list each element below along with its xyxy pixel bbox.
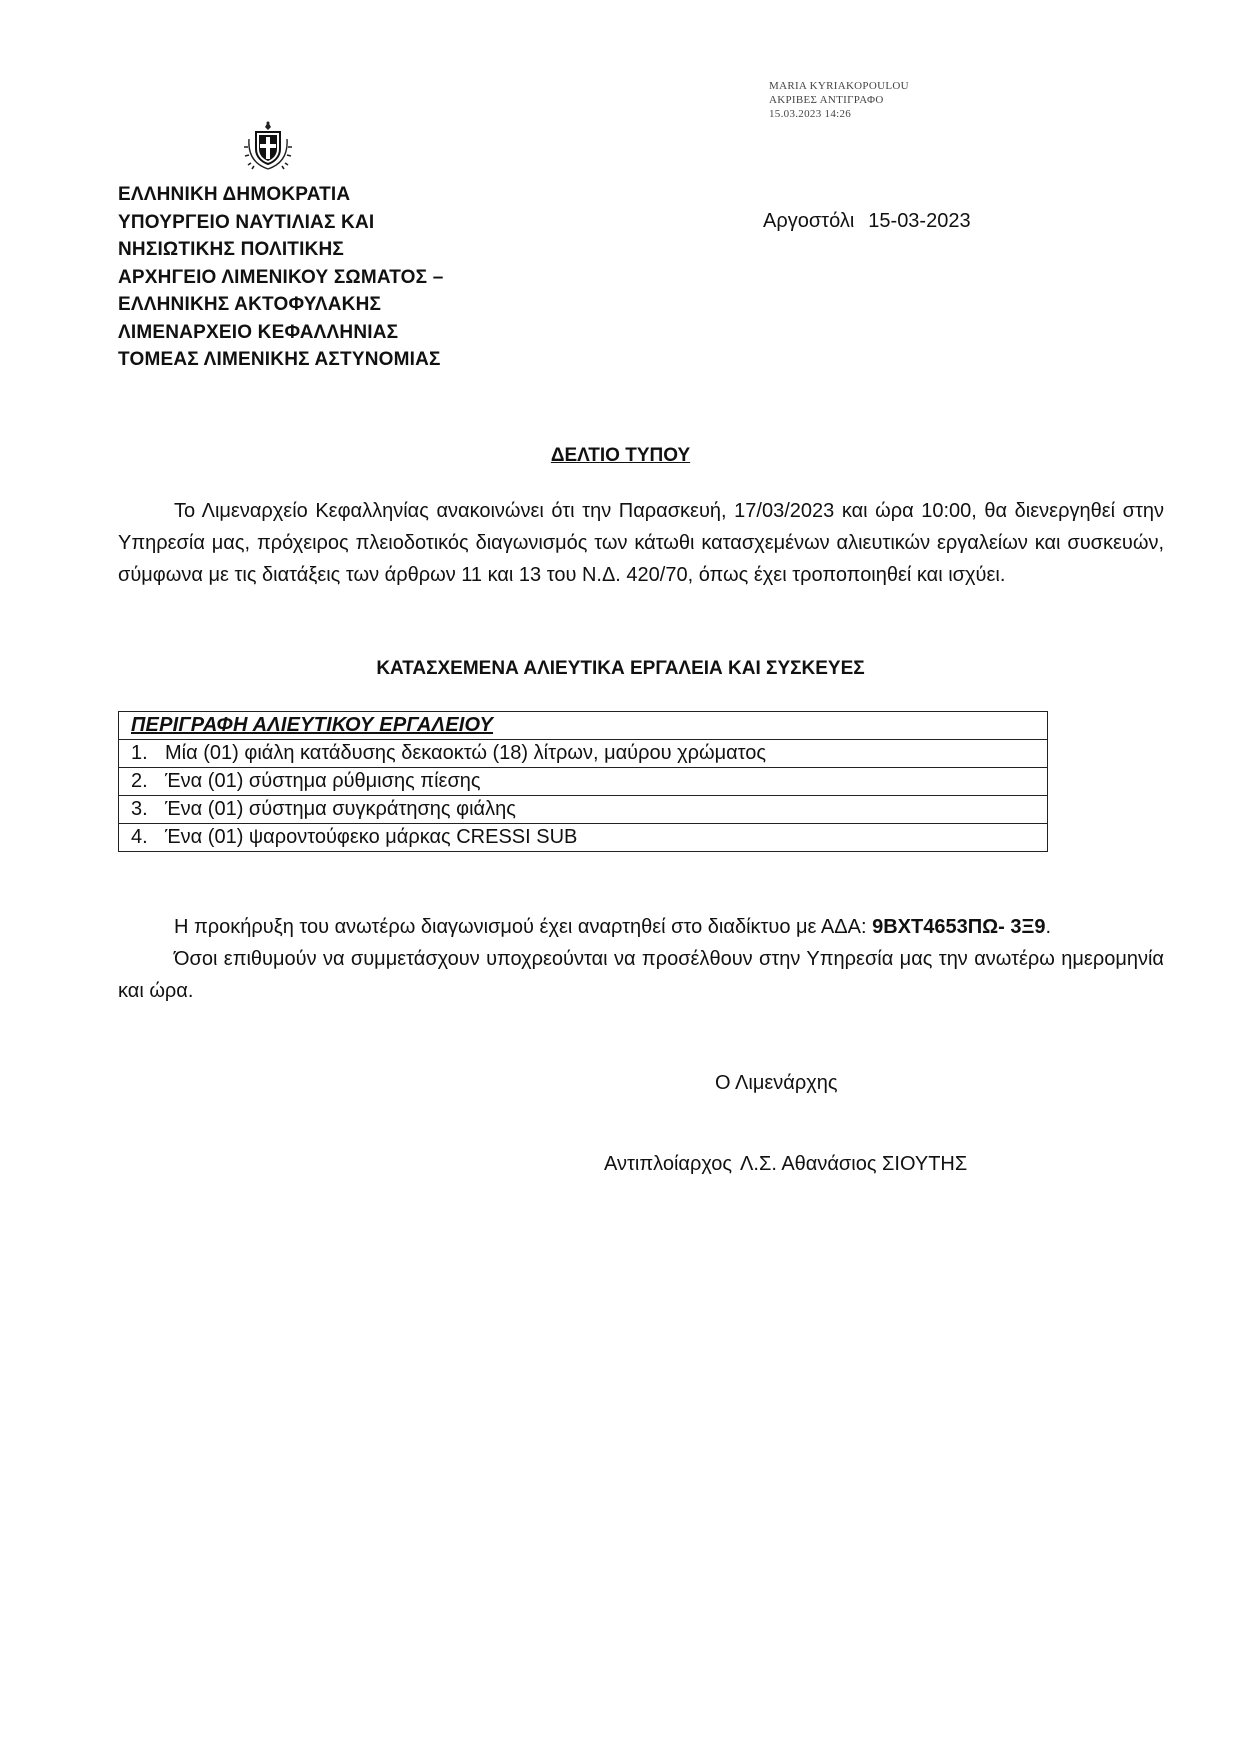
issuing-authority (118, 181, 444, 374)
greek-coat-of-arms-icon (241, 119, 295, 173)
org-line: ΥΠΟΥΡΓΕΙΟ ΝΑΥΤΙΛΙΑΣ ΚΑΙ (118, 211, 375, 233)
stamp-signer: MARIA KYRIAKOPOULOU (769, 80, 909, 92)
table-cell (119, 824, 1048, 852)
table-row (119, 796, 1048, 824)
table-cell (119, 740, 1048, 768)
org-line: ΝΗΣΙΩΤΙΚΗΣ ΠΟΛΙΤΙΚΗΣ (118, 239, 345, 260)
item-description: Ένα (01) σύστημα συγκράτησης φιάλης (165, 798, 516, 820)
seized-items-table (118, 711, 1048, 852)
place-and-date (763, 208, 971, 234)
announcement-paragraph (118, 911, 1164, 943)
digital-signature-stamp (769, 79, 909, 121)
signatory-name: Λ.Σ. Αθανάσιος ΣΙΟΥΤΗΣ (740, 1153, 968, 1175)
org-line: ΑΡΧΗΓΕΙΟ ΛΙΜΕΝΙΚΟΥ ΣΩΜΑΤΟΣ – (118, 266, 444, 288)
org-line: ΤΟΜΕΑΣ ΛΙΜΕΝΙΚΗΣ ΑΣΤΥΝΟΜΙΑΣ (118, 349, 441, 370)
item-description: Μία (01) φιάλη κατάδυσης δεκαοκτώ (18) λίτρων, μαύρου χρώματος (165, 742, 767, 764)
document-title: ΔΕΛΤΙΟ ΤΥΠΟΥ (550, 445, 691, 466)
intro-text: Το Λιμεναρχείο Κεφαλληνίας ανακοινώνει ότι την Παρασκευή, 17/03/2023 και ώρα 10:00, θα διενεργηθεί στην Υπηρεσία μας, πρόχειρος πλειοδοτικός διαγωνισμός των κάτωθι κατασχεμένων αλιευτικών εργαλείων και συσκευών, σύμφωνα με τις διατάξεις των άρθρων 11 και 13 του Ν.Δ. 420/70, όπως έχει τροποποιηθεί και ισχύει. (118, 500, 1164, 586)
participation-text: Όσοι επιθυμούν να συμμετάσχουν υποχρεούνται να προσέλθουν στην Υπηρεσία μας την ανωτέρω ημερομηνία και ώρα. (118, 948, 1164, 1002)
intro-paragraph (118, 495, 1164, 591)
date: 15-03-2023 (868, 210, 971, 232)
ada-code: 9ΒΧΤ4653ΠΩ- 3Ξ9 (872, 916, 1046, 938)
org-line: ΛΙΜΕΝΑΡΧΕΙΟ ΚΕΦΑΛΛΗΝΙΑΣ (118, 321, 399, 343)
stamp-timestamp: 15.03.2023 14:26 (769, 108, 852, 120)
table-row (119, 740, 1048, 768)
table-header-row (119, 712, 1048, 740)
signatory-name-line (604, 1151, 967, 1177)
item-number: 1. (131, 742, 148, 764)
item-number: 3. (131, 798, 148, 820)
item-number: 2. (131, 770, 148, 792)
items-section-title: ΚΑΤΑΣΧΕΜΕΝΑ ΑΛΙΕΥΤΙΚΑ ΕΡΓΑΛΕΙΑ ΚΑΙ ΣΥΣΚΕΥΕΣ (376, 658, 865, 679)
announcement-text: Η προκήρυξη του ανωτέρω διαγωνισμού έχει αναρτηθεί στο διαδίκτυο με ΑΔΑ: (174, 916, 873, 938)
item-description: Ένα (01) ψαροντούφεκο μάρκας CRESSI SUB (165, 826, 578, 848)
table-cell (119, 768, 1048, 796)
signatory-title: Ο Λιμενάρχης (715, 1072, 838, 1094)
table-row (119, 768, 1048, 796)
org-line: ΕΛΛΗΝΙΚΗΣ ΑΚΤΟΦΥΛΑΚΗΣ (118, 294, 382, 315)
participation-paragraph (118, 943, 1164, 1007)
table-row (119, 824, 1048, 852)
announcement-end: . (1045, 916, 1052, 938)
item-description: Ένα (01) σύστημα ρύθμισης πίεσης (165, 770, 481, 792)
stamp-certification: ΑΚΡΙΒΕΣ ΑΝΤΙΓΡΑΦΟ (769, 94, 884, 106)
table-header-cell: ΠΕΡΙΓΡΑΦΗ ΑΛΙΕΥΤΙΚΟΥ ΕΡΓΑΛΕΙΟΥ (119, 712, 1048, 740)
signatory-rank: Αντιπλοίαρχος (604, 1153, 733, 1175)
org-line: ΕΛΛΗΝΙΚΗ ΔΗΜΟΚΡΑΤΙΑ (118, 184, 351, 205)
table-cell (119, 796, 1048, 824)
item-number: 4. (131, 826, 148, 848)
place: Αργοστόλι (763, 210, 855, 232)
